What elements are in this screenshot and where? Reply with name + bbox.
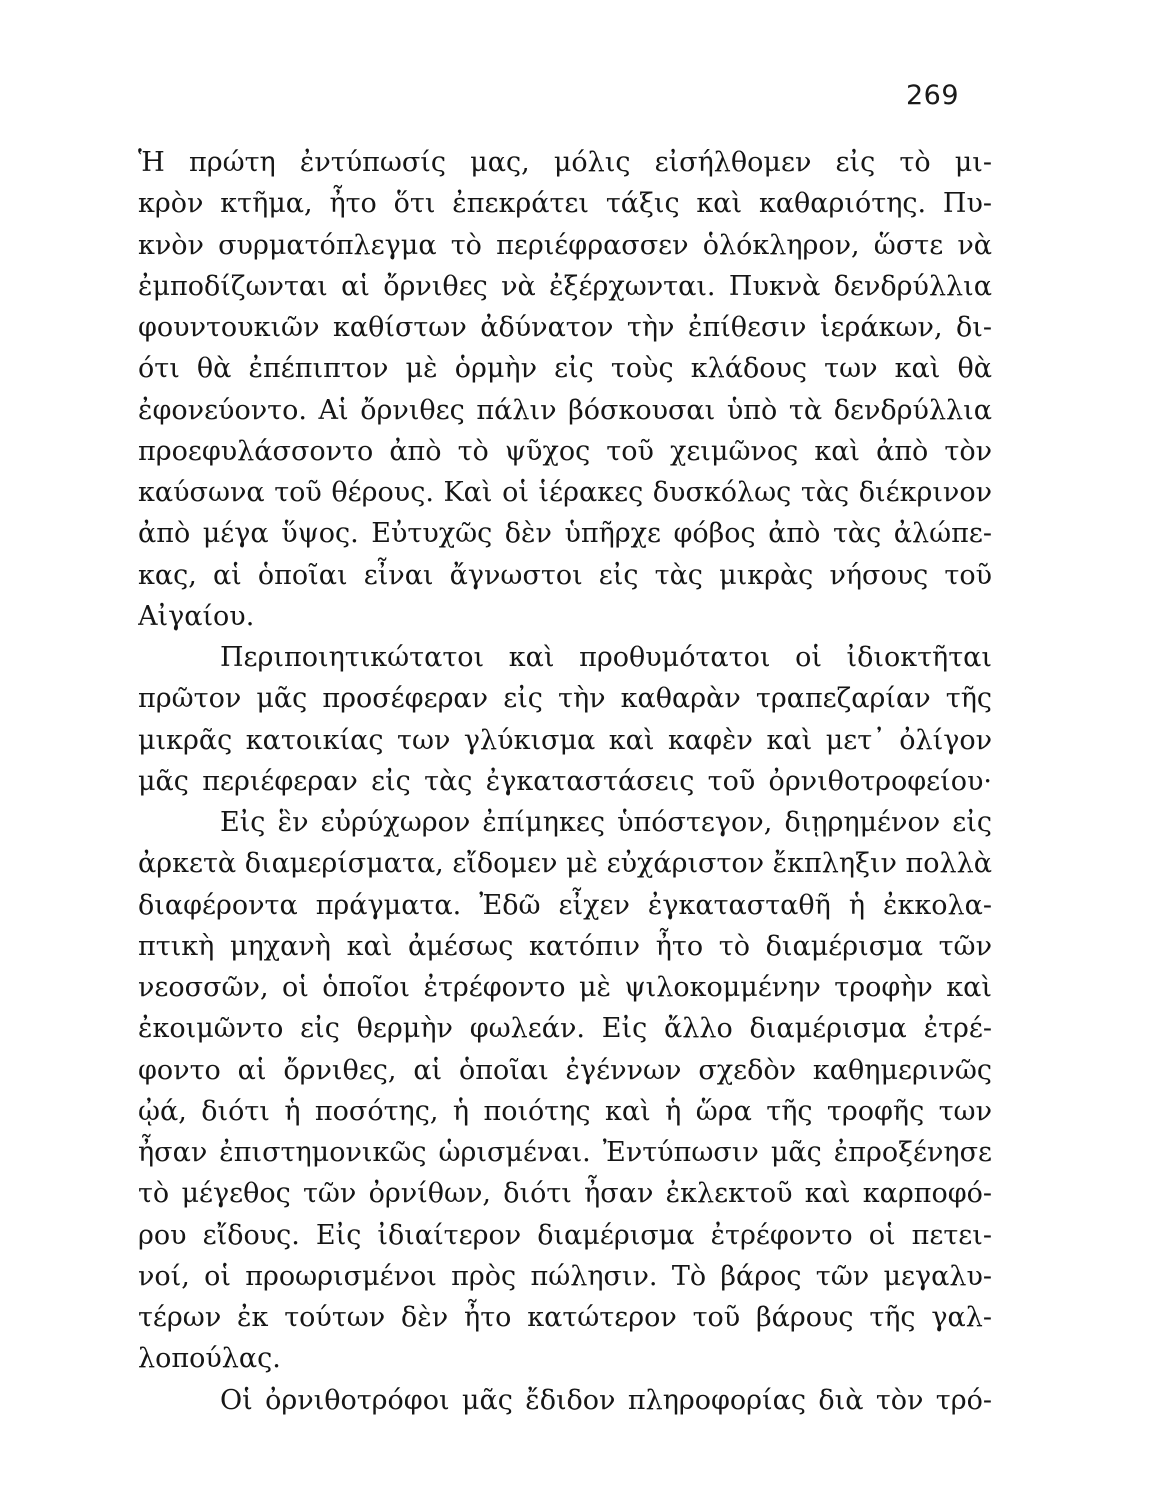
paragraph — [138, 1380, 992, 1421]
text-line: ἐμποδίζωνται αἱ ὄρνιθες νὰ ἐξέρχωνται. Πυκνὰ δενδρύλλια — [138, 270, 992, 302]
text-line: τέρων ἐκ τούτων δὲν ἦτο κατώτερον τοῦ βάρους τῆς γαλ- — [138, 1302, 992, 1333]
text-line: λοπούλας. — [138, 1343, 281, 1375]
text-line: πρῶτον μᾶς προσέφεραν εἰς τὴν καθαρὰν τραπεζαρίαν τῆς — [138, 683, 992, 715]
text-line: Περιποιητικώτατοι καὶ προθυμότατοι οἱ ἰδιοκτῆται — [220, 642, 992, 673]
text-line: νεοσσῶν, οἱ ὁποῖοι ἐτρέφοντο μὲ ψιλοκομμένην τροφὴν καὶ — [138, 972, 992, 1003]
text-line: Ἡ πρώτη ἐντύπωσίς μας, μόλις εἰσήλθομεν εἰς τὸ μι- — [138, 147, 992, 178]
text-line: τὸ μέγεθος τῶν ὀρνίθων, διότι ἦσαν ἐκλεκτοῦ καὶ καρποφό- — [138, 1178, 992, 1210]
text-line: ᾠά, διότι ἡ ποσότης, ἡ ποιότης καὶ ἡ ὥρα τῆς τροφῆς των — [138, 1095, 992, 1127]
page-number: 269 — [906, 80, 960, 111]
text-line: κρὸν κτῆμα, ἦτο ὅτι ἐπεκράτει τάξις καὶ καθαριότης. Πυ- — [138, 188, 992, 220]
text-line: ότι θὰ ἐπέπιπτον μὲ ὁρμὴν εἰς τοὺς κλάδους των καὶ θὰ — [138, 353, 992, 385]
text-line: Εἰς ἓν εὐρύχωρον ἐπίμηκες ὑπόστεγον, διῃρημένον εἰς — [220, 807, 992, 838]
text-line: φοντο αἱ ὄρνιθες, αἱ ὁποῖαι ἐγέννων σχεδὸν καθημερινῶς — [138, 1054, 992, 1086]
paragraph — [138, 637, 992, 802]
text-line: διαφέροντα πράγματα. Ἐδῶ εἶχεν ἐγκατασταθῆ ἡ ἐκκολα- — [138, 889, 992, 921]
text-line: πτικὴ μηχανὴ καὶ ἀμέσως κατόπιν ἦτο τὸ διαμέρισμα τῶν — [138, 930, 992, 962]
paragraph — [138, 802, 992, 1380]
text-line: νοί, οἱ προωρισμένοι πρὸς πώλησιν. Τὸ βάρος τῶν μεγαλυ- — [138, 1260, 992, 1292]
text-line: προεφυλάσσοντο ἀπὸ τὸ ψῦχος τοῦ χειμῶνος καὶ ἀπὸ τὸν — [138, 435, 992, 467]
text-line: καύσωνα τοῦ θέρους. Καὶ οἱ ἱέρακες δυσκόλως τὰς διέκρινον — [138, 477, 992, 508]
text-line: ἦσαν ἐπιστημονικῶς ὡρισμέναι. Ἐντύπωσιν μᾶς ἐπροξένησε — [138, 1137, 992, 1168]
text-line: Οἱ ὀρνιθοτρόφοι μᾶς ἔδιδον πληροφορίας διὰ τὸν τρό- — [220, 1384, 992, 1416]
text-line: κνὸν συρματόπλεγμα τὸ περιέφρασσεν ὁλόκληρον, ὥστε νὰ — [138, 229, 992, 261]
text-line: μᾶς περιέφεραν εἰς τὰς ἐγκαταστάσεις τοῦ ὀρνιθοτροφείου· — [138, 765, 992, 797]
text-line: ρου εἴδους. Εἰς ἰδιαίτερον διαμέρισμα ἐτρέφοντο οἱ πετει- — [138, 1219, 992, 1251]
paragraph — [138, 142, 992, 637]
text-line: ἀρκετὰ διαμερίσματα, εἴδομεν μὲ εὐχάριστον ἔκπληξιν πολλὰ — [138, 848, 992, 880]
text-line: φουντουκιῶν καθίστων ἀδύνατον τὴν ἐπίθεσιν ἱεράκων, δι- — [138, 312, 992, 343]
text-line: κας, αἱ ὁποῖαι εἶναι ἄγνωστοι εἰς τὰς μικρὰς νήσους τοῦ — [138, 559, 992, 591]
text-line: Αἰγαίου. — [138, 600, 255, 632]
text-line: ἐφονεύοντο. Αἱ ὄρνιθες πάλιν βόσκουσαι ὑπὸ τὰ δενδρύλλια — [138, 394, 992, 426]
text-line: ἐκοιμῶντο εἰς θερμὴν φωλεάν. Εἰς ἄλλο διαμέρισμα ἐτρέ- — [138, 1013, 992, 1045]
body-text — [138, 142, 992, 1421]
text-line: μικρᾶς κατοικίας των γλύκισμα καὶ καφὲν καὶ μετ᾽ ὀλίγον — [138, 724, 992, 756]
text-line: ἀπὸ μέγα ὕψος. Εὐτυχῶς δὲν ὑπῆρχε φόβος ἀπὸ τὰς ἀλώπε- — [138, 518, 992, 550]
